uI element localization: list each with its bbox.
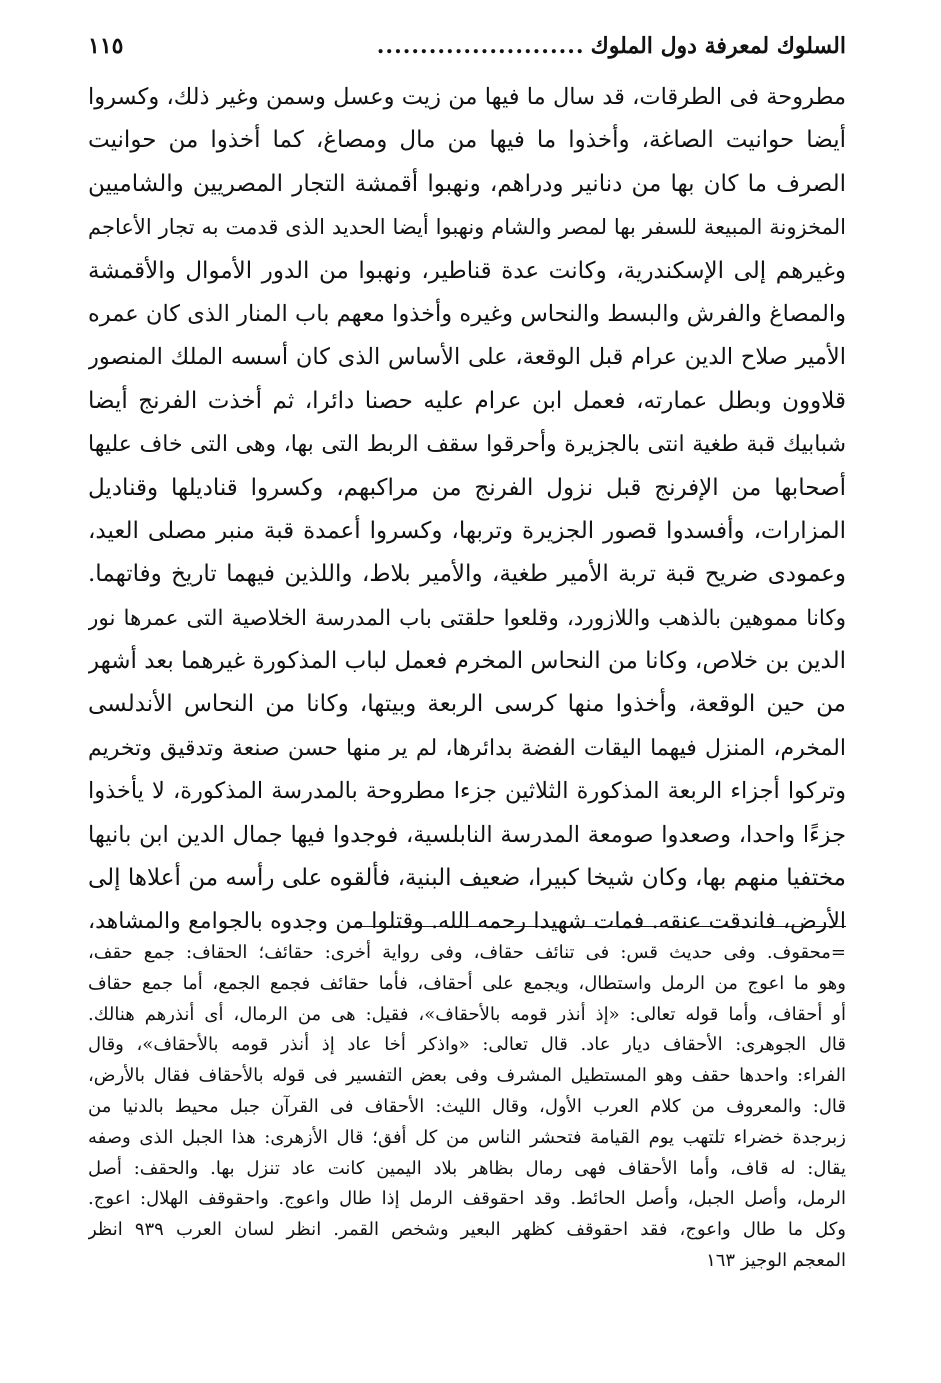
footnote-line: وكل ما طال واعوج، فقد احقوقف كظهر البعير وشخص القمر. انظر لسان العرب ٩٣٩ انظر <box>88 1219 846 1241</box>
main-text <box>88 76 846 944</box>
running-header <box>88 26 846 66</box>
text-line: الأمير صلاح الدين عرام قبل الوقعة، على الأساس الذى كان أسسه الملك المنصور <box>88 344 846 371</box>
text-line: أيضا حوانيت الصاغة، وأخذوا ما فيها من مال ومصاغ، كما أخذوا من حوانيت <box>88 127 846 154</box>
text-line: وغيرهم إلى الإسكندرية، وكانت عدة قناطير، ونهبوا من الدور الأموال والأقمشة <box>88 257 846 284</box>
text-line: وعمودى ضريح قبة تربة الأمير طغية، والأمير بلاط، واللذين فيهما تاريخ وفاتهما. <box>88 561 846 588</box>
footnote-line: أو أحقاف، وأما قوله تعالى: «إذ أنذر قومه بالأحقاف»، فقيل: هى من الرمال، أى أنذرهم هنالك. <box>88 1003 846 1025</box>
page-number: ١١٥ <box>88 33 124 59</box>
footnote-separator <box>356 926 846 927</box>
text-line: الدين بن خلاص، وكانا من النحاس المخرم فعمل لباب المذكورة غيرهما بعد أشهر <box>88 648 846 675</box>
text-line: وكانا مموهين بالذهب واللازورد، وقلعوا حلقتى باب المدرسة الخلاصية التى عمرها نور <box>88 605 846 631</box>
footnote-line: يقال: له قاف، وأما الأحقاف فهى رمال بظاهر بلاد اليمين كانت عاد تنزل بها. والحقف: أصل <box>88 1157 846 1179</box>
footnote-line: زبرجدة خضراء تلتهب يوم القيامة فتحشر الناس من كل أفق؛ قال الأزهرى: هذا الجبل الذى وصفه <box>88 1126 846 1148</box>
book-title: السلوك لمعرفة دول الملوك <box>590 33 846 59</box>
text-line: الصرف ما كان بها من دنانير ودراهم، ونهبوا أقمشة التجار المصريين والشاميين <box>88 170 846 197</box>
footnote-line: المعجم الوجيز ١٦٣ <box>706 1249 846 1271</box>
footnote-line: قال: والمعروف من كلام العرب الأول، وقال الليث: الأحقاف فى القرآن جبل محيط بالدنيا من <box>88 1095 846 1117</box>
footnote-line: =محقوف. وفى حديث قس: فى تنائف حقاف، وفى رواية أخرى: حقائف؛ الحقاف: جمع حقف، <box>88 942 846 963</box>
text-line: المخزونة المبيعة للسفر بها لمصر والشام ونهبوا أيضا الحديد الذى قدمت به تجار الأعاجم <box>88 215 846 240</box>
text-line: شبابيك قبة طغية انتى بالجزيرة وأحرقوا سقف الربط التى بها، وهى التى خاف عليها <box>88 432 846 458</box>
footnotes <box>88 938 846 1277</box>
footnote-line: الفراء: واحدها حقف وهو المستطيل المشرف وفى بعض التفسير فى قوله بالأحقاف فقال بالأرض، <box>88 1065 846 1087</box>
book-page <box>88 26 846 1346</box>
text-line: وتركوا أجزاء الربعة المذكورة الثلاثين جزءا مطروحة بالمدرسة المذكورة، لا يأخذوا <box>88 778 846 805</box>
header-leader-dots: ........................ <box>376 33 585 59</box>
text-line: جزءًا واحدا، وصعدوا صومعة المدرسة النابلسية، فوجدوا فيها جمال الدين ابن بانيها <box>88 821 846 848</box>
footnote-line: الرمل، وأصل الجبل، وأصل الحائط. وقد احقوقف الرمل إذا طال واعوج. واحقوقف الهلال: اعوج. <box>88 1188 846 1210</box>
text-line: مطروحة فى الطرقات، قد سال ما فيها من زيت وعسل وسمن وغير ذلك، وكسروا <box>88 84 846 110</box>
text-line: قلاوون وبطل عمارته، فعمل ابن عرام عليه حصنا دائرا، ثم أخذت الفرنج أيضا <box>88 387 846 414</box>
text-line: أصحابها من الإفرنج قبل نزول الفرنج من مراكبهم، وكسروا قناديلها وقناديل <box>88 474 846 501</box>
text-line: مختفيا منهم بها، وكان شيخا كبيرا، ضعيف البنية، فألقوه على رأسه من أعلاها إلى <box>88 865 846 892</box>
text-line: المزارات، وأفسدوا قصور الجزيرة وتربها، وكسروا أعمدة قبة منبر مصلى العيد، <box>88 517 846 544</box>
text-line: الأرض، فاندقت عنقه. فمات شهيدا رحمه الله. وقتلوا من وجدوه بالجوامع والمشاهد، <box>88 909 846 935</box>
footnote-line: قال الجوهرى: الأحقاف ديار عاد. قال تعالى: «واذكر أخا عاد إذ أنذر قومه بالأحقاف»، وقال <box>88 1034 846 1056</box>
text-line: من حين الوقعة، وأخذوا منها كرسى الربعة وبيتها، وكانا من النحاس الأندلسى <box>88 691 846 718</box>
text-line: المخرم، المنزل فيهما اليقات الفضة بدائرها، لم ير منها حسن صنعة وتدقيق وتخريم <box>88 735 846 761</box>
footnote-line: وهو ما اعوج من الرمل واستطال، ويجمع على أحقاف، فأما حقائف فجمع الجمع، أما جمع حقاف <box>88 972 846 994</box>
text-line: والمصاغ والفرش والبسط والنحاس وغيره وأخذوا معهم باب المنار الذى كان عمره <box>88 300 846 327</box>
